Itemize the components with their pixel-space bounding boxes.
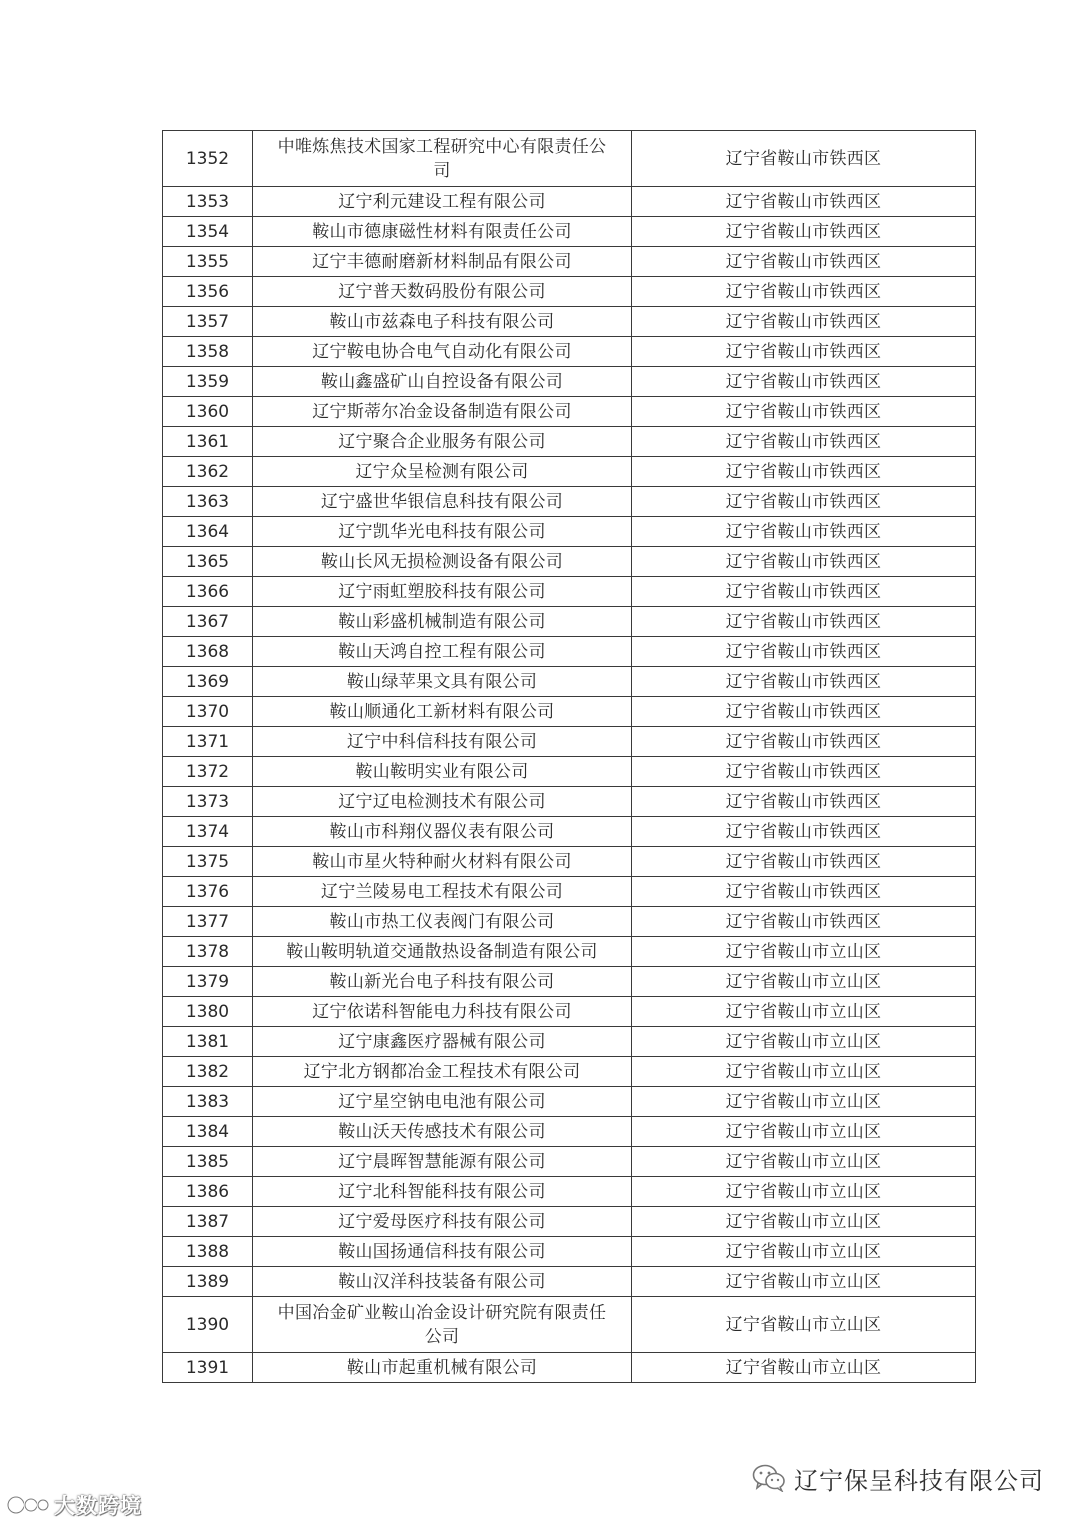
- watermark-text: 大数跨境: [54, 1494, 142, 1518]
- row-number: 1353: [163, 187, 253, 217]
- row-number: 1385: [163, 1147, 253, 1177]
- company-location: 辽宁省鞍山市立山区: [632, 1237, 976, 1267]
- company-location: 辽宁省鞍山市铁西区: [632, 757, 976, 787]
- company-name: 鞍山新光台电子科技有限公司: [253, 967, 632, 997]
- row-number: 1375: [163, 847, 253, 877]
- row-number: 1365: [163, 547, 253, 577]
- row-number: 1367: [163, 607, 253, 637]
- row-number: 1379: [163, 967, 253, 997]
- company-name-line: 中唯炼焦技术国家工程研究中心有限责任公: [277, 136, 607, 157]
- row-number: 1383: [163, 1087, 253, 1117]
- table-row: [163, 967, 976, 997]
- table-row: [163, 787, 976, 817]
- table-row: [163, 1237, 976, 1267]
- row-number: 1352: [163, 131, 253, 187]
- row-number: 1381: [163, 1027, 253, 1057]
- table-row: [163, 397, 976, 427]
- table-row: [163, 487, 976, 517]
- company-name: 辽宁凯华光电科技有限公司: [253, 517, 632, 547]
- table-row: [163, 1027, 976, 1057]
- company-name: [253, 131, 632, 187]
- table-row: [163, 697, 976, 727]
- company-name: 辽宁康鑫医疗器械有限公司: [253, 1027, 632, 1057]
- company-location: 辽宁省鞍山市立山区: [632, 937, 976, 967]
- company-location: 辽宁省鞍山市铁西区: [632, 577, 976, 607]
- row-number: 1382: [163, 1057, 253, 1087]
- company-location: 辽宁省鞍山市铁西区: [632, 697, 976, 727]
- company-name: 辽宁晨晖智慧能源有限公司: [253, 1147, 632, 1177]
- company-name: 辽宁北方钢都冶金工程技术有限公司: [253, 1057, 632, 1087]
- company-location: 辽宁省鞍山市立山区: [632, 1027, 976, 1057]
- table-row: [163, 307, 976, 337]
- table-row: [163, 217, 976, 247]
- company-location: 辽宁省鞍山市立山区: [632, 1087, 976, 1117]
- row-number: 1366: [163, 577, 253, 607]
- table-row: [163, 1147, 976, 1177]
- footer-brand: [752, 1458, 1044, 1498]
- row-number: 1374: [163, 817, 253, 847]
- table-row: [163, 457, 976, 487]
- company-location: 辽宁省鞍山市铁西区: [632, 877, 976, 907]
- company-name-line: 中国冶金矿业鞍山冶金设计研究院有限责任: [277, 1302, 607, 1323]
- table-row: [163, 187, 976, 217]
- table-row: [163, 817, 976, 847]
- table-row: [163, 1353, 976, 1383]
- table-row: [163, 1267, 976, 1297]
- company-name: 辽宁众呈检测有限公司: [253, 457, 632, 487]
- company-location: 辽宁省鞍山市铁西区: [632, 847, 976, 877]
- company-name: 鞍山鞍明轨道交通散热设备制造有限公司: [253, 937, 632, 967]
- row-number: 1377: [163, 907, 253, 937]
- company-name: 辽宁中科信科技有限公司: [253, 727, 632, 757]
- company-name: 鞍山顺通化工新材料有限公司: [253, 697, 632, 727]
- table-row: [163, 1087, 976, 1117]
- company-name: 辽宁利元建设工程有限公司: [253, 187, 632, 217]
- company-location: 辽宁省鞍山市铁西区: [632, 817, 976, 847]
- company-name-line: 司: [433, 160, 451, 181]
- row-number: 1368: [163, 637, 253, 667]
- row-number: 1356: [163, 277, 253, 307]
- table-row: [163, 727, 976, 757]
- company-location: 辽宁省鞍山市铁西区: [632, 397, 976, 427]
- row-number: 1387: [163, 1207, 253, 1237]
- company-name: 鞍山国扬通信科技有限公司: [253, 1237, 632, 1267]
- row-number: 1359: [163, 367, 253, 397]
- row-number: 1388: [163, 1237, 253, 1267]
- company-name: 鞍山市德康磁性材料有限责任公司: [253, 217, 632, 247]
- table-row: [163, 1207, 976, 1237]
- row-number: 1364: [163, 517, 253, 547]
- row-number: 1373: [163, 787, 253, 817]
- row-number: 1363: [163, 487, 253, 517]
- company-name: 辽宁辽电检测技术有限公司: [253, 787, 632, 817]
- row-number: 1380: [163, 997, 253, 1027]
- company-location: 辽宁省鞍山市立山区: [632, 1117, 976, 1147]
- company-name: 鞍山汉洋科技装备有限公司: [253, 1267, 632, 1297]
- row-number: 1389: [163, 1267, 253, 1297]
- table-row: [163, 131, 976, 187]
- company-location: 辽宁省鞍山市立山区: [632, 1207, 976, 1237]
- company-location: 辽宁省鞍山市铁西区: [632, 187, 976, 217]
- company-location: 辽宁省鞍山市立山区: [632, 1353, 976, 1383]
- row-number: 1378: [163, 937, 253, 967]
- company-location: 辽宁省鞍山市铁西区: [632, 217, 976, 247]
- row-number: 1391: [163, 1353, 253, 1383]
- company-location: 辽宁省鞍山市立山区: [632, 1057, 976, 1087]
- company-name: 辽宁盛世华银信息科技有限公司: [253, 487, 632, 517]
- company-name: 辽宁北科智能科技有限公司: [253, 1177, 632, 1207]
- table-row: [163, 577, 976, 607]
- company-location: 辽宁省鞍山市铁西区: [632, 427, 976, 457]
- table-row: [163, 997, 976, 1027]
- company-location: 辽宁省鞍山市铁西区: [632, 637, 976, 667]
- company-name: 鞍山绿苹果文具有限公司: [253, 667, 632, 697]
- table-row: [163, 1177, 976, 1207]
- table-row: [163, 1057, 976, 1087]
- company-name: 辽宁星空钠电电池有限公司: [253, 1087, 632, 1117]
- company-location: 辽宁省鞍山市铁西区: [632, 247, 976, 277]
- company-location: 辽宁省鞍山市立山区: [632, 967, 976, 997]
- table-row: [163, 907, 976, 937]
- row-number: 1357: [163, 307, 253, 337]
- table-row: [163, 337, 976, 367]
- table-row: [163, 667, 976, 697]
- table-row: [163, 247, 976, 277]
- company-name: 辽宁兰陵易电工程技术有限公司: [253, 877, 632, 907]
- company-location: 辽宁省鞍山市铁西区: [632, 337, 976, 367]
- company-location: 辽宁省鞍山市铁西区: [632, 367, 976, 397]
- row-number: 1370: [163, 697, 253, 727]
- company-location: 辽宁省鞍山市铁西区: [632, 457, 976, 487]
- company-location: 辽宁省鞍山市铁西区: [632, 131, 976, 187]
- company-name: 辽宁雨虹塑胶科技有限公司: [253, 577, 632, 607]
- company-name: 辽宁爱母医疗科技有限公司: [253, 1207, 632, 1237]
- table-row: [163, 757, 976, 787]
- company-location: 辽宁省鞍山市铁西区: [632, 547, 976, 577]
- company-name: 辽宁斯蒂尔冶金设备制造有限公司: [253, 397, 632, 427]
- company-location: 辽宁省鞍山市铁西区: [632, 487, 976, 517]
- company-location: 辽宁省鞍山市铁西区: [632, 787, 976, 817]
- table-row: [163, 847, 976, 877]
- company-location: 辽宁省鞍山市铁西区: [632, 307, 976, 337]
- company-table-body: [163, 131, 976, 1383]
- company-location: 辽宁省鞍山市铁西区: [632, 517, 976, 547]
- company-name-line: 公司: [424, 1326, 460, 1347]
- company-table: [162, 130, 976, 1383]
- brand-name: 辽宁保呈科技有限公司: [794, 1466, 1044, 1495]
- company-location: 辽宁省鞍山市立山区: [632, 997, 976, 1027]
- company-location: 辽宁省鞍山市立山区: [632, 1297, 976, 1353]
- table-row: [163, 937, 976, 967]
- company-location: 辽宁省鞍山市铁西区: [632, 667, 976, 697]
- company-location: 辽宁省鞍山市铁西区: [632, 907, 976, 937]
- table-row: [163, 1117, 976, 1147]
- company-location: 辽宁省鞍山市铁西区: [632, 727, 976, 757]
- company-name: 鞍山鑫盛矿山自控设备有限公司: [253, 367, 632, 397]
- table-row: [163, 427, 976, 457]
- company-name: 辽宁丰德耐磨新材料制品有限公司: [253, 247, 632, 277]
- watermark-logo-icon: [6, 1493, 50, 1517]
- table-row: [163, 277, 976, 307]
- company-name: 辽宁聚合企业服务有限公司: [253, 427, 632, 457]
- company-name: 辽宁普天数码股份有限公司: [253, 277, 632, 307]
- company-name: 辽宁鞍电协合电气自动化有限公司: [253, 337, 632, 367]
- company-location: 辽宁省鞍山市铁西区: [632, 277, 976, 307]
- table-row: [163, 547, 976, 577]
- company-location: 辽宁省鞍山市立山区: [632, 1147, 976, 1177]
- row-number: 1362: [163, 457, 253, 487]
- company-name: 鞍山天鸿自控工程有限公司: [253, 637, 632, 667]
- company-name: 鞍山彩盛机械制造有限公司: [253, 607, 632, 637]
- table-row: [163, 637, 976, 667]
- row-number: 1390: [163, 1297, 253, 1353]
- row-number: 1371: [163, 727, 253, 757]
- row-number: 1360: [163, 397, 253, 427]
- company-location: 辽宁省鞍山市立山区: [632, 1267, 976, 1297]
- row-number: 1376: [163, 877, 253, 907]
- table-row: [163, 367, 976, 397]
- table-row: [163, 877, 976, 907]
- row-number: 1355: [163, 247, 253, 277]
- table-row: [163, 517, 976, 547]
- row-number: 1384: [163, 1117, 253, 1147]
- company-name: 鞍山市科翔仪器仪表有限公司: [253, 817, 632, 847]
- table-row: [163, 607, 976, 637]
- company-name: [253, 1297, 632, 1353]
- company-name: 鞍山市热工仪表阀门有限公司: [253, 907, 632, 937]
- row-number: 1372: [163, 757, 253, 787]
- company-name: 鞍山市起重机械有限公司: [253, 1353, 632, 1383]
- company-location: 辽宁省鞍山市立山区: [632, 1177, 976, 1207]
- company-name: 鞍山市星火特种耐火材料有限公司: [253, 847, 632, 877]
- wechat-icon: [752, 1464, 786, 1492]
- company-name: 辽宁依诺科智能电力科技有限公司: [253, 997, 632, 1027]
- row-number: 1354: [163, 217, 253, 247]
- row-number: 1369: [163, 667, 253, 697]
- company-name: 鞍山鞍明实业有限公司: [253, 757, 632, 787]
- company-name: 鞍山长风无损检测设备有限公司: [253, 547, 632, 577]
- row-number: 1361: [163, 427, 253, 457]
- watermark: [6, 1490, 142, 1520]
- row-number: 1386: [163, 1177, 253, 1207]
- company-name: 鞍山沃天传感技术有限公司: [253, 1117, 632, 1147]
- company-location: 辽宁省鞍山市铁西区: [632, 607, 976, 637]
- company-name: 鞍山市兹森电子科技有限公司: [253, 307, 632, 337]
- row-number: 1358: [163, 337, 253, 367]
- table-row: [163, 1297, 976, 1353]
